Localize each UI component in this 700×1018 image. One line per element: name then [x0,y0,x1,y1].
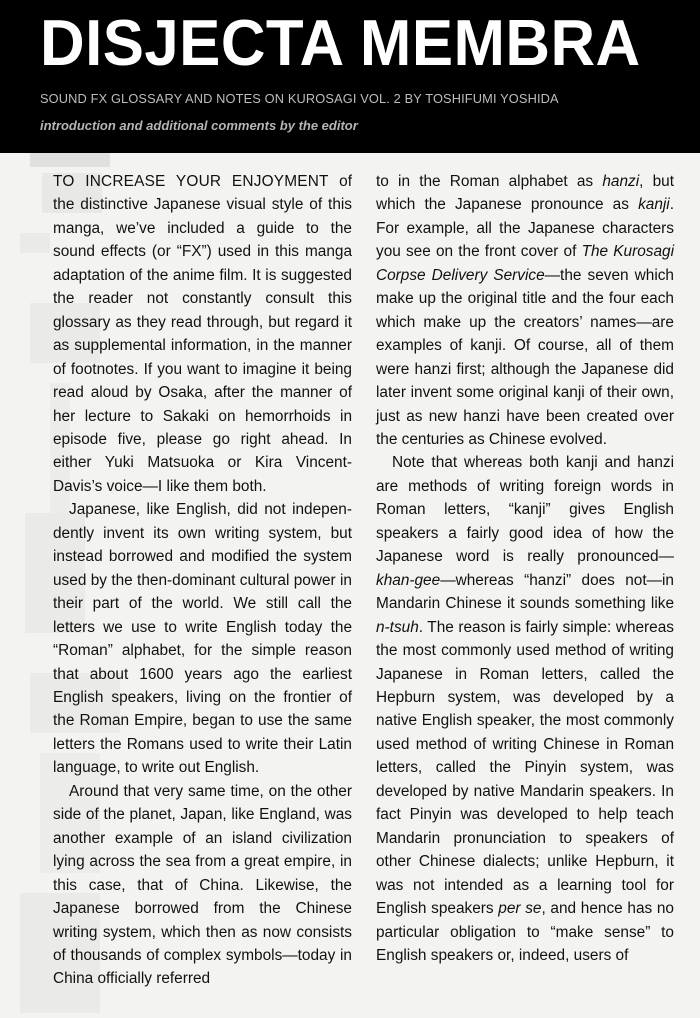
article-column-left [53,170,352,991]
paragraph-hanzi-kanji: to in the Roman alphabet as hanzi, but which the Japanese pronounce as kanji. For example, all the Japanese characters you see on the front cover of The Kurosagi Corpse Delivery Service—the seven which make up the original title and the four each which make up the creators’ names—are examples of kanji. Of course, all of them were hanzi first; although the Japanese did later invent some original kanji of their own, just as new hanzi have been created over the centuries as Chinese evolved. [376,173,675,448]
editor-byline: introduction and additional comments by the editor [40,118,358,133]
article-column-right [376,170,674,967]
paragraph-japan-china: Around that very same time, on the other side of the planet, Japan, like England, was another example of an island civilization lying across the sea from a great empire, in this case, that of China. Likewise, the Japanese borrowed from the Chinese writing system, which then as now consists of thousands of complex symbols—today in China officially referred [53,782,352,988]
paragraph-intro: TO INCREASE YOUR ENJOYMENT of the distinctive Japanese visual style of this manga, we’ve included a guide to the sound effects (or “FX”) used in this manga adaptation of the anime film. It is suggested the reader not constantly consult this glossary as they read through, but regard it as supplemental information, in the manner of footnotes. If you want to imagine it being read aloud by Osaka, after the manner of her lecture to Sakaki on hemorrhoids in episode five, please go right ahead. In either Yuki Matsuoka or Kira Vincent-Davis’s voice—I like them both. [53,173,353,495]
title-banner [0,0,700,153]
paragraph-romanization: Note that whereas both kanji and hanzi are methods of writing foreign words in Roman letters, “kanji” gives English speakers a fairly good idea of how the Japanese word is really pronounced—khan-gee—whereas “hanzi” does not—in Mandarin Chinese it sounds something like n-tsuh. The reason is fairly simple: whereas the most commonly used method of writing Japanese in Roman letters, called the Hepburn system, was developed by a native English speaker, the most commonly used method of writing Chinese in Roman letters, called the Pinyin system, was developed by native Mandarin speakers. In fact Pinyin was developed to help teach Mandarin pronunciation to speakers of other Chinese dialects; unlike Hepburn, it was not intended as a learning tool for English speakers per se, and hence has no particular obligation to “make sense” to English speakers or, indeed, users of [376,454,674,964]
lead-in-caps: TO INCREASE YOUR ENJOYMENT [53,173,329,190]
book-title: The Kurosagi Corpse Delivery Service [376,243,675,284]
page-title: DISJECTA MEMBRA [40,6,641,79]
paragraph-writing-systems: Japanese, like English, did not independently invent its own writing system, but instead borrowed and modified the system used by the then-dominant cultural power in their part of the world. We still call the letters we use to write English today the “Roman” alphabet, for the simple reason that about 1600 years ago the earliest English speakers, living on the frontier of the Roman Empire, began to use the same letters the Romans used to write their Latin language, to write out English. [53,501,352,777]
page-subtitle: SOUND FX GLOSSARY AND NOTES ON KUROSAGI VOL. 2 BY TOSHIFUMI YOSHIDA [40,91,559,106]
